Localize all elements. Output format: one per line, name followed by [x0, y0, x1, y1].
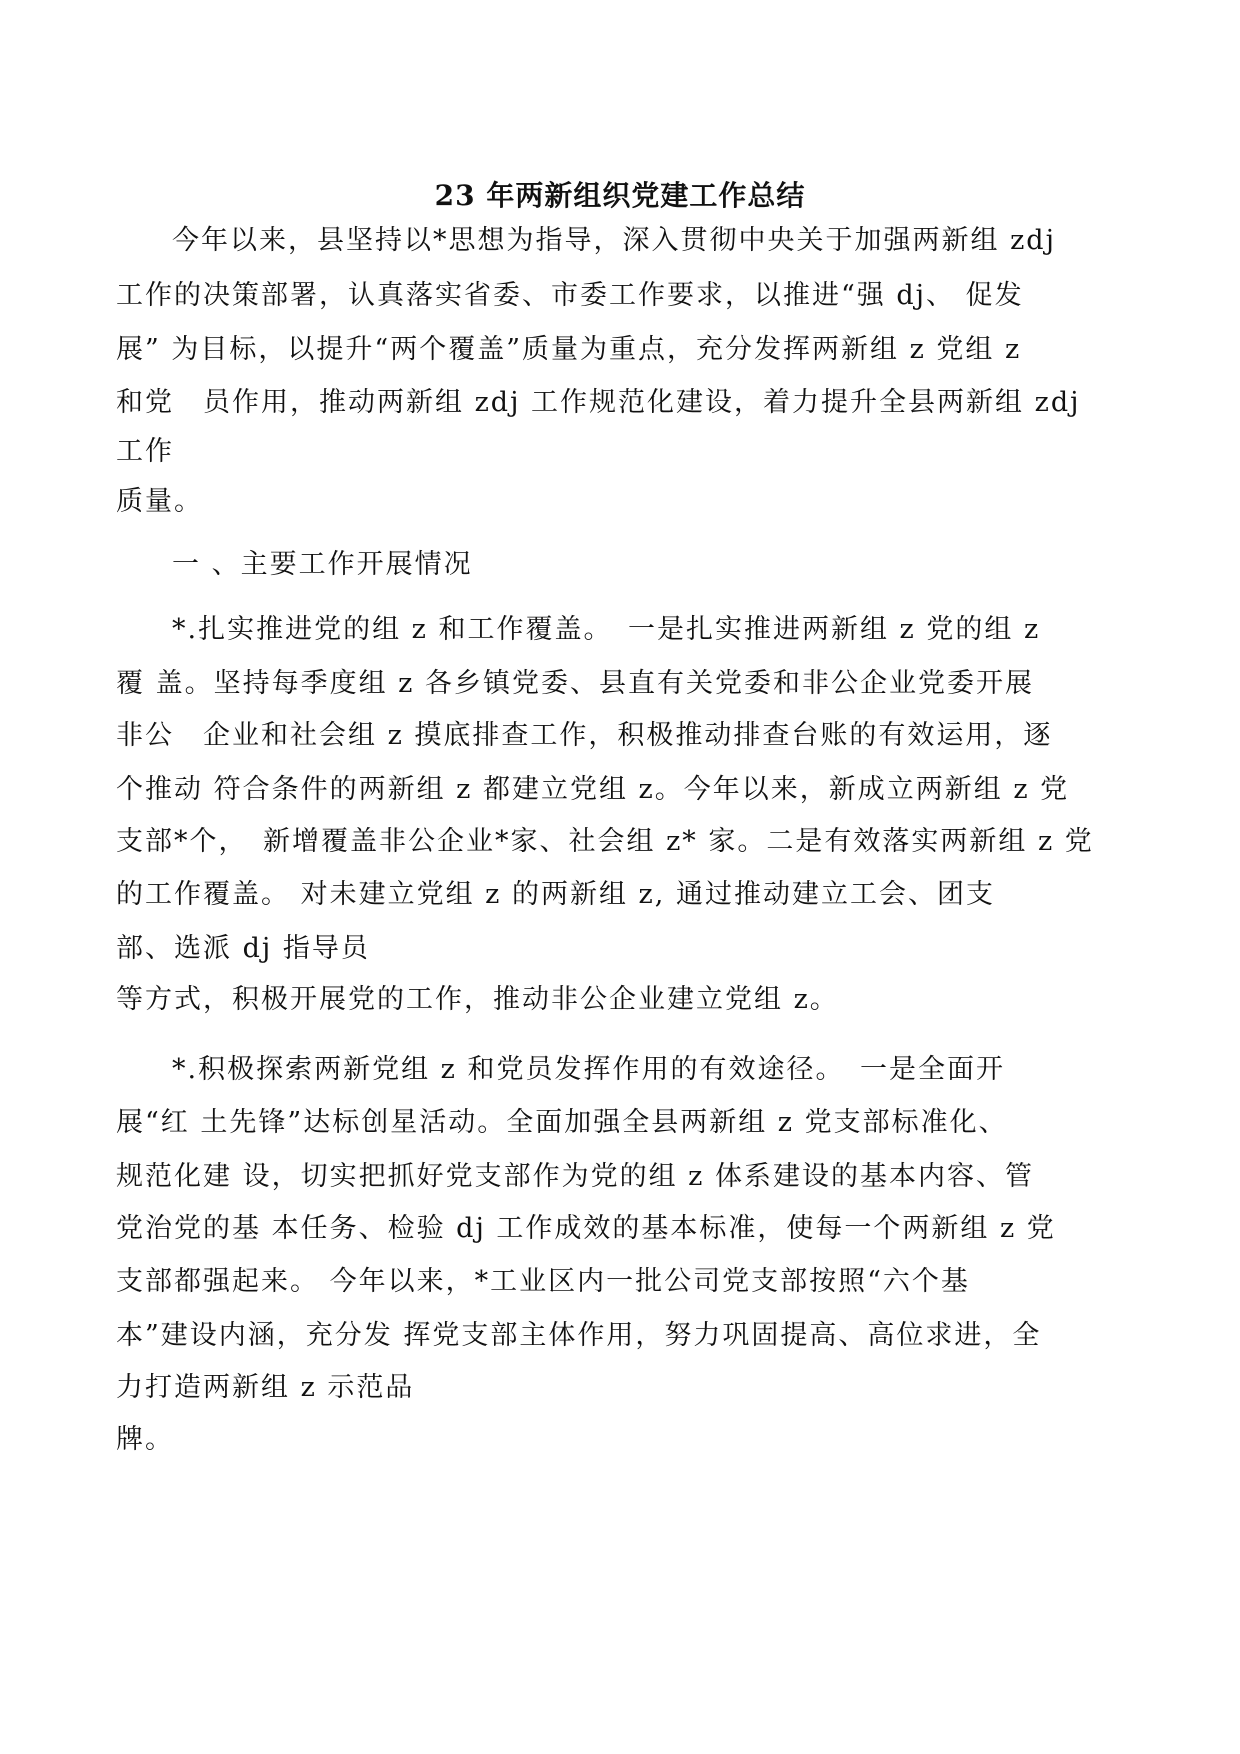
paragraph-line: 支部都强起来。 今年以来，*工业区内一批公司党支部按照“六个基 [116, 1266, 970, 1297]
paragraph-line: 和党 员作用，推动两新组 zdj 工作规范化建设，着力提升全县两新组 zdj [116, 387, 1081, 418]
document-title: 23 年两新组织党建工作总结 [434, 179, 806, 212]
paragraph-line: 今年以来，县坚持以*思想为指导，深入贯彻中央关于加强两新组 zdj [172, 225, 1056, 256]
paragraph-line: 力打造两新组 z 示范品 [116, 1372, 415, 1403]
paragraph-line: 等方式，积极开展党的工作，推动非公企业建立党组 z。 [116, 984, 839, 1015]
section-heading: 一 、主要工作开展情况 [172, 549, 473, 580]
paragraph-line: 工作 [116, 436, 174, 467]
paragraph-line: 本”建设内涵，充分发 挥党支部主体作用，努力巩固提高、高位求进，全 [116, 1320, 1042, 1351]
paragraph-line: *.积极探索两新党组 z 和党员发挥作用的有效途径。 一是全面开 [172, 1054, 1005, 1085]
paragraph-line: *.扎实推进党的组 z 和工作覆盖。 一是扎实推进两新组 z 党的组 z [172, 614, 1041, 645]
paragraph-line: 质量。 [116, 486, 203, 517]
paragraph-line: 支部*个， 新增覆盖非公企业*家、社会组 z* 家。二是有效落实两新组 z 党 [116, 826, 1094, 857]
paragraph-line: 党治党的基 本任务、检验 dj 工作成效的基本标准，使每一个两新组 z 党 [116, 1213, 1056, 1244]
paragraph-line: 工作的决策部署，认真落实省委、市委工作要求，以推进“强 dj、 促发 [116, 280, 1024, 311]
paragraph-line: 牌。 [116, 1424, 174, 1455]
paragraph-line: 的工作覆盖。 对未建立党组 z 的两新组 z, 通过推动建立工会、团支 [116, 879, 995, 910]
paragraph-line: 展” 为目标，以提升“两个覆盖”质量为重点，充分发挥两新组 z 党组 z [116, 334, 1022, 365]
paragraph-line: 非公 企业和社会组 z 摸底排查工作，积极推动排查台账的有效运用，逐 [116, 720, 1053, 751]
paragraph-line: 展“红 土先锋”达标创星活动。全面加强全县两新组 z 党支部标准化、 [116, 1107, 1008, 1138]
paragraph-line: 覆 盖。坚持每季度组 z 各乡镇党委、县直有关党委和非公企业党委开展 [116, 668, 1034, 699]
paragraph-line: 部、选派 dj 指导员 [116, 933, 370, 964]
paragraph-line: 规范化建 设，切实把抓好党支部作为党的组 z 体系建设的基本内容、管 [116, 1161, 1034, 1192]
paragraph-line: 个推动 符合条件的两新组 z 都建立党组 z。今年以来，新成立两新组 z 党 [116, 774, 1070, 805]
